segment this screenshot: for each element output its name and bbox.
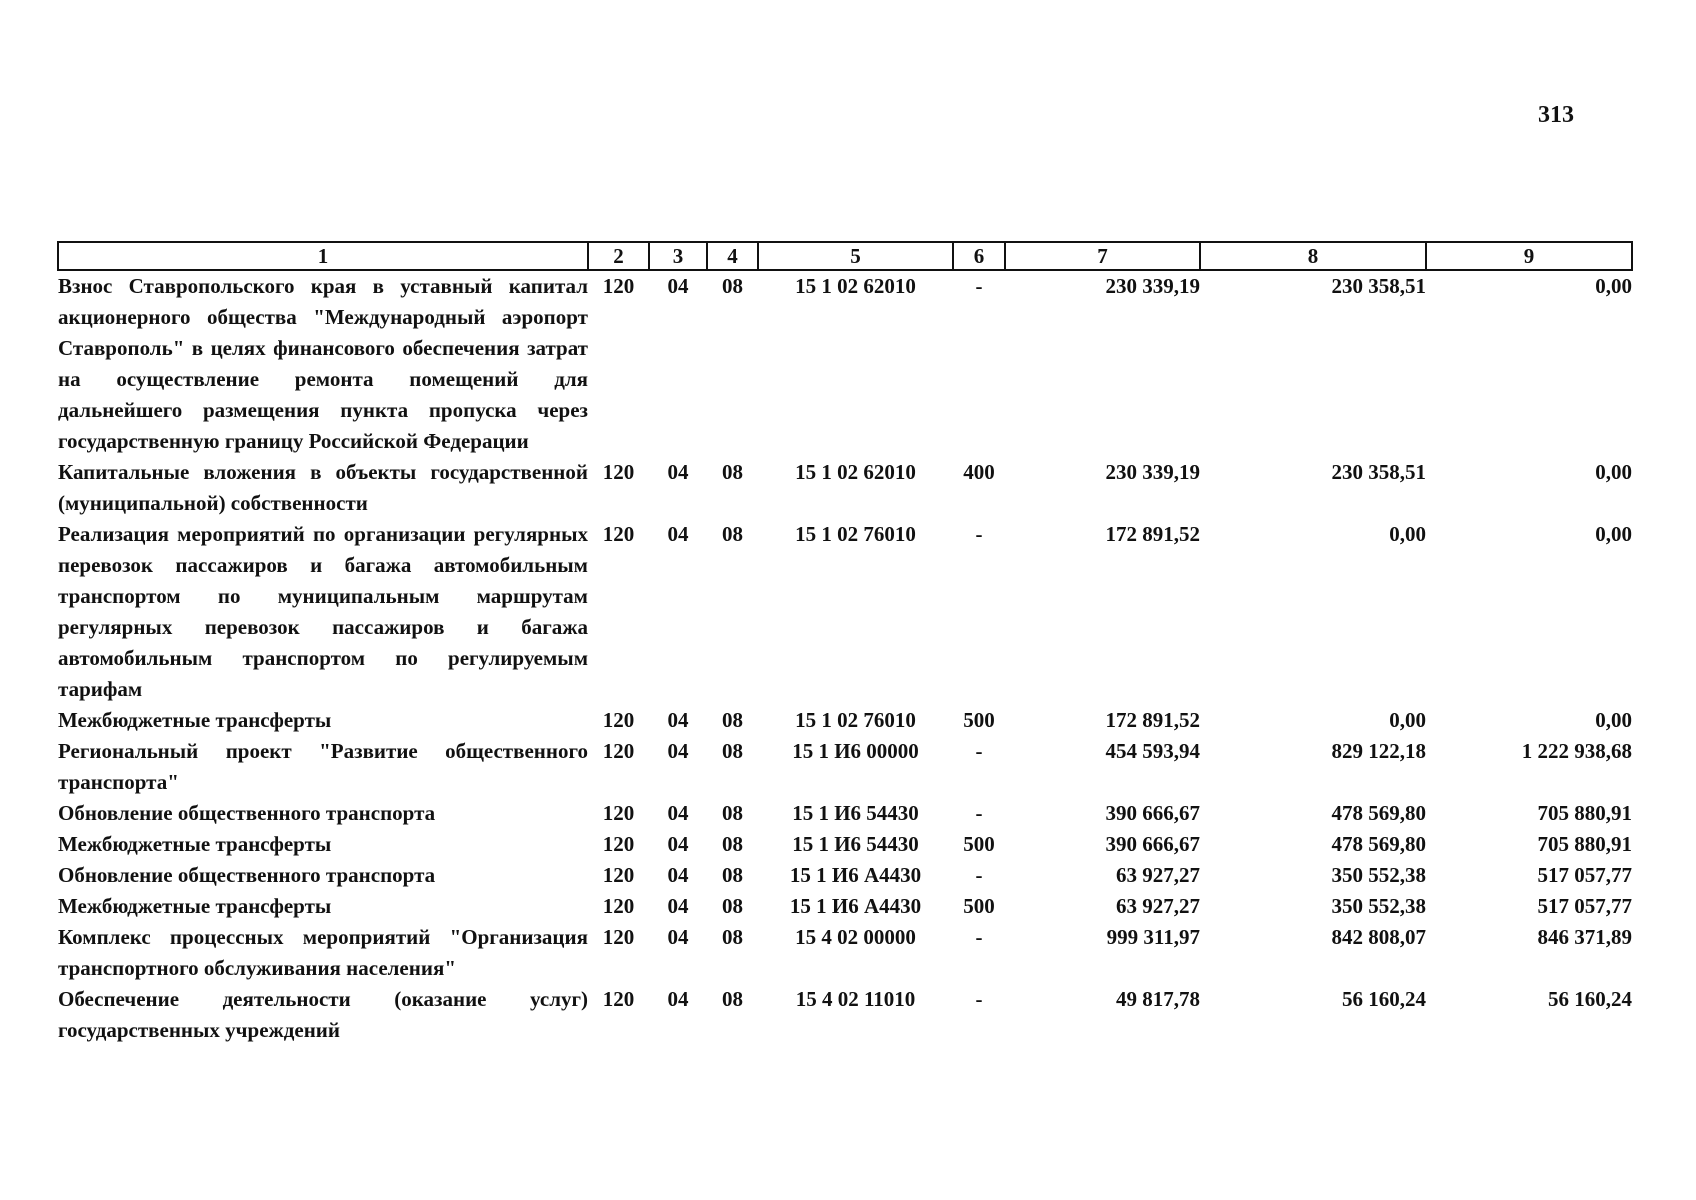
- cell-col5: 15 1 02 76010: [795, 708, 916, 732]
- column-header-3: 3: [649, 242, 707, 270]
- cell-col3: 04: [667, 987, 689, 1011]
- cell-col6: -: [975, 274, 983, 298]
- table-row: [58, 984, 1632, 1046]
- cell-col3: 04: [667, 274, 689, 298]
- cell-col4: 08: [722, 925, 743, 949]
- cell-col9: 0,00: [1595, 708, 1632, 732]
- cell-col6: 400: [963, 460, 995, 484]
- table-row: [58, 860, 1632, 891]
- row-name: Реализация мероприятий по организации регулярных перевозок пассажиров и багажа автомобильным транспортом по муниципальным маршрутам регулярных перевозок пассажиров и багажа автомобильным транспортом по регулируемым тарифам: [58, 522, 588, 701]
- table-row: [58, 829, 1632, 860]
- cell-col7: 230 339,19: [1105, 460, 1200, 484]
- cell-col7: 63 927,27: [1116, 863, 1200, 887]
- cell-col6: 500: [963, 894, 995, 918]
- cell-col9: 846 371,89: [1537, 925, 1632, 949]
- row-name: Межбюджетные трансферты: [58, 708, 332, 732]
- table-row: [58, 891, 1632, 922]
- cell-col3: 04: [667, 925, 689, 949]
- cell-col8: 350 552,38: [1331, 863, 1426, 887]
- column-header-5: 5: [758, 242, 953, 270]
- cell-col5: 15 1 И6 А4430: [789, 894, 922, 918]
- row-name: Комплекс процессных мероприятий "Организация транспортного обслуживания населения": [58, 925, 588, 980]
- cell-col7: 999 311,97: [1106, 925, 1200, 949]
- cell-col5: 15 1 02 62010: [795, 274, 916, 298]
- cell-col5: 15 4 02 11010: [795, 987, 916, 1011]
- cell-col8: 842 808,07: [1331, 925, 1426, 949]
- cell-col9: 517 057,77: [1537, 894, 1632, 918]
- cell-col9: 517 057,77: [1537, 863, 1632, 887]
- column-header-4: 4: [707, 242, 758, 270]
- cell-col9: 0,00: [1595, 522, 1632, 546]
- cell-col9: 705 880,91: [1537, 801, 1632, 825]
- row-name: Межбюджетные трансферты: [58, 832, 332, 856]
- cell-col4: 08: [722, 460, 743, 484]
- cell-col3: 04: [667, 832, 689, 856]
- table-row: [58, 705, 1632, 736]
- cell-col7: 63 927,27: [1116, 894, 1200, 918]
- cell-col9: 1 222 938,68: [1521, 739, 1632, 763]
- column-header-6: 6: [953, 242, 1005, 270]
- cell-col8: 478 569,80: [1331, 832, 1426, 856]
- column-header-2: 2: [588, 242, 649, 270]
- cell-col5: 15 1 И6 00000: [792, 739, 919, 763]
- cell-col4: 08: [722, 801, 743, 825]
- cell-col2: 120: [602, 460, 635, 484]
- cell-col8: 0,00: [1389, 708, 1426, 732]
- row-name: Обновление общественного транспорта: [58, 863, 436, 887]
- cell-col4: 08: [722, 987, 743, 1011]
- cell-col3: 04: [667, 708, 689, 732]
- column-header-8: 8: [1200, 242, 1426, 270]
- cell-col2: 120: [602, 925, 635, 949]
- cell-col4: 08: [722, 708, 743, 732]
- cell-col2: 120: [602, 832, 635, 856]
- cell-col8: 56 160,24: [1342, 987, 1426, 1011]
- row-name: Взнос Ставропольского края в уставный капитал акционерного общества "Международный аэропорт Ставрополь" в целях финансового обеспечения затрат на осуществление ремонта помещений для дальнейшего размещения пункта пропуска через государственную границу Российской Федерации: [58, 274, 588, 453]
- table-body: [58, 270, 1632, 1046]
- row-name: Капитальные вложения в объекты государственной (муниципальной) собственности: [58, 460, 588, 515]
- cell-col7: 172 891,52: [1105, 708, 1200, 732]
- table-row: [58, 457, 1632, 519]
- cell-col8: 478 569,80: [1331, 801, 1426, 825]
- cell-col8: 829 122,18: [1331, 739, 1426, 763]
- cell-col6: -: [975, 987, 983, 1011]
- cell-col7: 172 891,52: [1105, 522, 1200, 546]
- table-header: [58, 242, 1632, 270]
- table-row: [58, 736, 1632, 798]
- cell-col9: 0,00: [1595, 274, 1632, 298]
- page-number: 313: [1538, 102, 1574, 128]
- cell-col7: 454 593,94: [1105, 739, 1200, 763]
- cell-col2: 120: [602, 708, 635, 732]
- cell-col9: 0,00: [1595, 460, 1632, 484]
- header-row: [58, 242, 1632, 270]
- cell-col2: 120: [602, 739, 635, 763]
- cell-col2: 120: [602, 801, 635, 825]
- cell-col4: 08: [722, 739, 743, 763]
- cell-col6: -: [975, 863, 983, 887]
- cell-col5: 15 1 02 76010: [795, 522, 916, 546]
- cell-col4: 08: [722, 274, 743, 298]
- cell-col6: -: [975, 739, 983, 763]
- cell-col4: 08: [722, 894, 743, 918]
- cell-col2: 120: [602, 274, 635, 298]
- cell-col7: 390 666,67: [1105, 832, 1200, 856]
- column-header-9: 9: [1426, 242, 1632, 270]
- cell-col4: 08: [722, 832, 743, 856]
- row-name: Обновление общественного транспорта: [58, 801, 436, 825]
- row-name: Обеспечение деятельности (оказание услуг) государственных учреждений: [58, 987, 588, 1042]
- cell-col4: 08: [722, 522, 743, 546]
- cell-col6: -: [975, 925, 983, 949]
- cell-col8: 350 552,38: [1331, 894, 1426, 918]
- cell-col6: 500: [963, 832, 995, 856]
- cell-col3: 04: [667, 801, 689, 825]
- cell-col4: 08: [722, 863, 743, 887]
- cell-col7: 49 817,78: [1116, 987, 1200, 1011]
- table-row: [58, 922, 1632, 984]
- cell-col2: 120: [602, 522, 635, 546]
- table-row: [58, 519, 1632, 705]
- cell-col5: 15 1 И6 А4430: [789, 863, 922, 887]
- cell-col5: 15 4 02 00000: [795, 925, 916, 949]
- cell-col6: 500: [963, 708, 995, 732]
- table-row: [58, 798, 1632, 829]
- cell-col3: 04: [667, 739, 689, 763]
- row-name: Межбюджетные трансферты: [58, 894, 332, 918]
- table-row: [58, 270, 1632, 457]
- column-header-1: 1: [58, 242, 588, 270]
- cell-col6: -: [975, 522, 983, 546]
- cell-col2: 120: [602, 987, 635, 1011]
- cell-col3: 04: [667, 522, 689, 546]
- budget-table: [57, 241, 1633, 1046]
- cell-col2: 120: [602, 863, 635, 887]
- row-name: Региональный проект "Развитие общественного транспорта": [58, 739, 588, 794]
- cell-col5: 15 1 02 62010: [795, 460, 916, 484]
- cell-col5: 15 1 И6 54430: [792, 832, 919, 856]
- cell-col3: 04: [667, 863, 689, 887]
- cell-col9: 56 160,24: [1548, 987, 1632, 1011]
- cell-col3: 04: [667, 894, 689, 918]
- cell-col7: 390 666,67: [1105, 801, 1200, 825]
- cell-col7: 230 339,19: [1105, 274, 1200, 298]
- cell-col6: -: [975, 801, 983, 825]
- cell-col2: 120: [602, 894, 635, 918]
- cell-col8: 230 358,51: [1331, 460, 1426, 484]
- column-header-7: 7: [1005, 242, 1200, 270]
- cell-col8: 230 358,51: [1331, 274, 1426, 298]
- cell-col3: 04: [667, 460, 689, 484]
- cell-col9: 705 880,91: [1537, 832, 1632, 856]
- cell-col5: 15 1 И6 54430: [792, 801, 919, 825]
- cell-col8: 0,00: [1389, 522, 1426, 546]
